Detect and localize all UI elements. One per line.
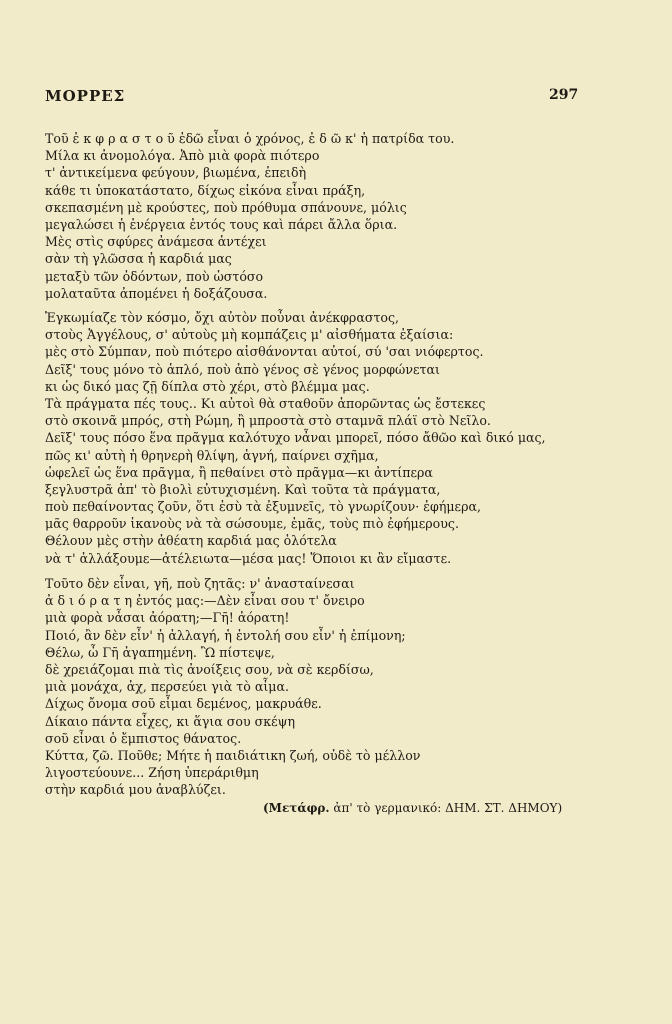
stanza-3 — [45, 575, 645, 798]
page-number: 297 — [549, 87, 579, 103]
credit-abbrev: (Μετάφρ. — [263, 801, 330, 815]
running-title: ΜΟΡΡΕΣ — [45, 87, 126, 105]
poem-line: Τοῦ ἐ κ φ ρ α σ τ ο ῦ ἐδῶ εἶναι ὁ χρόνος, ἐ δ ῶ κ' ἡ πατρίδα του. — [45, 131, 455, 146]
poem-line: Θέλουν μὲς στὴν ἀθέατη καρδιά μας ὁλότελα — [45, 533, 337, 549]
poem-line: πῶς κι' αὐτὴ ἡ θρηνερὴ θλίψη, ἁγνή, παίρνει σχῆμα, — [45, 447, 379, 463]
translator-credit — [263, 801, 562, 815]
poem-line: δὲ χρειάζομαι πιὰ τὶς ἀνοίξεις σου, νὰ σὲ κερδίσω, — [45, 661, 374, 677]
poem-line: μιὰ φορὰ νἆσαι ἀόρατη;—Γῆ! ἀόρατη! — [45, 610, 290, 626]
poem-line: Τοῦτο δὲν εἶναι, γῆ, ποὺ ζητᾶς: ν' ἀνασταίνεσαι — [45, 576, 355, 591]
poem-line: κι ὡς δικό μας ζῇ δίπλα στὸ χέρι, στὸ βλέμμα μας. — [45, 378, 370, 394]
poem-line: μιὰ μονάχα, ἀχ, περσεύει γιὰ τὸ αἷμα. — [45, 679, 289, 695]
stanza-2 — [45, 309, 645, 567]
poem-line: ὠφελεῖ ὡς ἕνα πρᾶγμα, ἢ πεθαίνει στὸ πρᾶγμα—κι ἀντίπερα — [45, 464, 433, 480]
poem-line: σὰν τὴ γλῶσσα ἡ καρδιά μας — [45, 251, 232, 267]
poem-line: κάθε τι ὑποκατάστατο, δίχως εἰκόνα εἶναι πράξη, — [45, 182, 366, 198]
poem-line: Δίχως ὄνομα σοῦ εἶμαι δεμένος, μακρυάθε. — [45, 696, 322, 712]
credit-text: ἀπ' τὸ γερμανικό: ΔΗΜ. ΣΤ. ΔΗΜΟΥ) — [333, 801, 563, 815]
poem-line: σκεπασμένη μὲ κρούστες, ποὺ πρόθυμα σπάνουνε, μόλις — [45, 199, 407, 215]
poem-line: στοὺς Ἀγγέλους, σ' αὐτοὺς μὴ κομπάζεις μ' αἰσθήματα ἐξαίσια: — [45, 327, 454, 343]
poem-line: Τὰ πράγματα πές τους.. Κι αὐτοὶ θὰ σταθοῦν ἀπορῶντας ὡς ἔστεκες — [45, 395, 486, 411]
poem-line: μεταξὺ τῶν ὀδόντων, ποὺ ὡστόσο — [45, 268, 264, 284]
poem-line: ξεγλυστρᾶ ἀπ' τὸ βιολὶ εὐτυχισμένη. Καὶ τοῦτα τὰ πράγματα, — [45, 481, 441, 497]
poem-line: Κύττα, ζῶ. Ποῦθε; Μήτε ἡ παιδιάτικη ζωή, οὐδὲ τὸ μέλλον — [45, 747, 421, 763]
poem-line: νὰ τ' ἀλλάξουμε—ἀτέλειωτα—μέσα μας! Ὅποιοι κι ἂν εἴμαστε. — [45, 550, 452, 566]
stanza-1 — [45, 130, 645, 302]
poem-line: στὸ σκοινᾶ μπρός, στὴ Ρώμη, ἢ μπροστὰ στὸ σταμνᾶ πλάϊ στὸ Νεῖλο. — [45, 413, 491, 429]
poem-line: Θέλω, ὦ Γῆ ἀγαπημένη. Ὢ πίστεψε, — [45, 644, 275, 660]
poem-line: Μὲς στὶς σφύρες ἀνάμεσα ἀντέχει — [45, 234, 267, 250]
poem-line: Δεῖξ' τους πόσο ἕνα πρᾶγμα καλότυχο νἆναι μπορεῖ, πόσο ἄθῶο καὶ δικό μας, — [45, 430, 546, 446]
poem-line: Ποιό, ἂν δὲν εἶν' ἡ ἀλλαγή, ἡ ἐντολή σου εἶν' ἡ ἐπίμονη; — [45, 627, 406, 643]
poem-line: ἀ δ ι ό ρ α τ η ἐντός μας:—Δὲν εἶναι σου τ' ὄνειρο — [45, 593, 365, 609]
poem-line: Δίκαιο πάντα εἶχες, κι ἅγια σου σκέψη — [45, 713, 296, 729]
poem-line: στὴν καρδιά μου ἀναβλύζει. — [45, 782, 226, 798]
poem-line: μὲς στὸ Σύμπαν, ποὺ πιότερο αἰσθάνονται αὐτοί, σύ 'σαι νιόφερτος. — [45, 344, 484, 360]
poem-line: Ἐγκωμίαζε τὸν κόσμο, ὄχι αὐτὸν ποὖναι ἀνέκφραστος, — [45, 310, 400, 325]
poem-line: σοῦ εἶναι ὁ ἔμπιστος θάνατος. — [45, 730, 242, 746]
poem-line: Μίλα κι ἀνομολόγα. Ἀπὸ μιὰ φορὰ πιότερο — [45, 148, 320, 164]
poem-line: ποὺ πεθαίνοντας ζοῦν, ὅτι ἐσὺ τὰ ἐξυμνεῖς, τὸ γνωρίζουν· ἐφήμερα, — [45, 499, 481, 515]
poem-line: λιγοστεύουνε... Ζήση ὑπεράριθμη — [45, 765, 259, 781]
poem-line: μεγαλώσει ἡ ἐνέργεια ἐντός τους καὶ πάρει ἄλλα ὅρια. — [45, 216, 398, 232]
poem-line: μᾶς θαρροῦν ἱκανοὺς νὰ τὰ σώσουμε, ἐμᾶς, τοὺς πιὸ ἐφήμερους. — [45, 516, 459, 532]
poem-line: Δεῖξ' τους μόνο τὸ ἁπλό, ποὺ ἀπὸ γένος σὲ γένος μορφώνεται — [45, 361, 440, 377]
poem-line: μολαταῦτα ἀπομένει ἡ δοξάζουσα. — [45, 285, 268, 301]
poem-line: τ' ἀντικείμενα φεύγουν, βιωμένα, ἐπειδὴ — [45, 165, 307, 181]
